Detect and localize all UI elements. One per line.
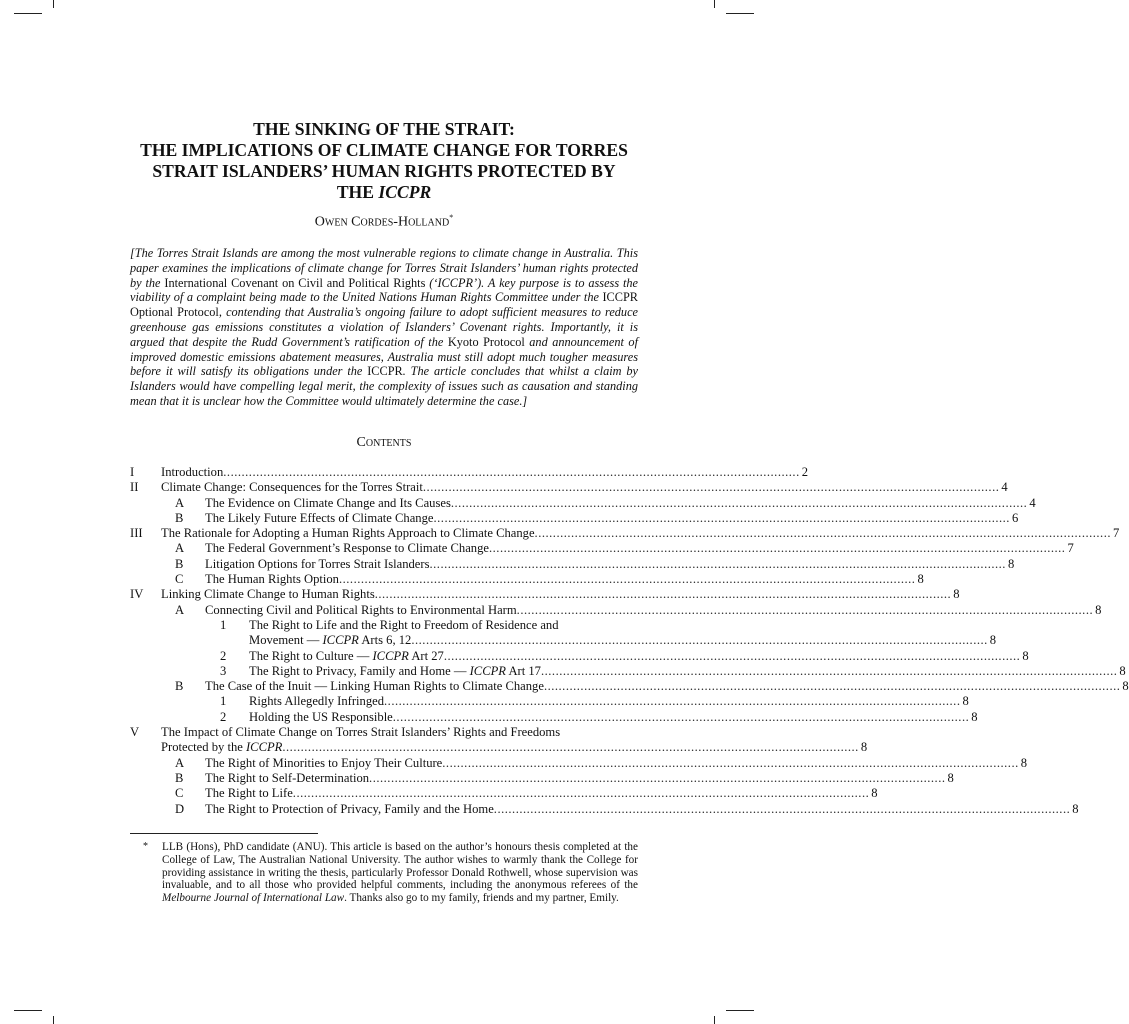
toc-entry[interactable] (130, 556, 1015, 572)
toc-entry-number: II (130, 480, 139, 495)
toc-leader-dots: .............................................................................................................................................................. (493, 801, 1071, 816)
crop-mark (714, 0, 715, 8)
toc-entry-title (249, 664, 541, 679)
toc-leader-dots: .............................................................................................................................................................. (338, 572, 916, 587)
toc-text: The Right to Culture — (249, 648, 373, 663)
toc-leader-dots: .............................................................................................................................................................. (429, 556, 1006, 571)
crop-mark (14, 1010, 42, 1011)
toc-italic: ICCPR (372, 648, 409, 663)
toc-entry-title: The Right to Life and the Right to Freedom of Residence and (249, 617, 559, 632)
toc-text: Arts 6, 12 (358, 633, 412, 648)
toc-entry-title: The Case of the Inuit — Linking Human Rights to Climate Change (205, 679, 544, 694)
toc-entry[interactable] (130, 495, 1036, 511)
toc-entry-page: 8 (1095, 602, 1102, 617)
contents-heading (0, 434, 768, 451)
toc-entry-title: The Human Rights Option (205, 572, 339, 587)
toc-entry[interactable] (130, 510, 1019, 526)
toc-entry-page: 8 (1007, 556, 1015, 571)
crop-mark (53, 0, 54, 8)
toc-entry-page: 2 (801, 465, 809, 479)
toc-entry-number: B (175, 679, 184, 694)
toc-entry-title: The Rationale for Adopting a Human Rights Approach to Climate Change (161, 526, 535, 541)
toc-leader-dots: .............................................................................................................................................................. (433, 510, 1010, 525)
toc-entry-page: 8 (947, 770, 954, 785)
toc-leader-dots: .............................................................................................................................................................. (543, 679, 1121, 694)
footnote-mark: * (143, 841, 148, 852)
crop-mark (53, 1016, 54, 1024)
title-italic: ICCPR (378, 182, 432, 202)
abstract-text: . The article concludes that whilst a claim by Islanders would have compelling legal merit, the complexity of issues such as causation and standing mean that it is unclear how the Committee would ultimately determine the case.] (130, 364, 638, 408)
toc-entry[interactable] (130, 786, 878, 801)
abstract-text: International Covenant on Civil and Political Rights (164, 275, 426, 290)
toc-entry[interactable] (130, 679, 1129, 694)
toc-entry-number: 3 (220, 663, 227, 678)
toc-entry-number: 2 (220, 648, 227, 663)
toc-entry[interactable] (130, 770, 954, 786)
crop-mark (14, 13, 42, 14)
toc-entry-title: The Right to Protection of Privacy, Family and the Home (205, 801, 494, 816)
article-title (0, 119, 768, 203)
toc-entry-continued[interactable] (130, 740, 868, 755)
toc-leader-dots: .............................................................................................................................................................. (540, 663, 1118, 678)
toc-entry-number: A (175, 495, 185, 510)
toc-leader-dots: .............................................................................................................................................................. (282, 740, 859, 755)
title-line: THE SINKING OF THE STRAIT: (253, 119, 515, 139)
toc-entry-page: 8 (1122, 679, 1129, 694)
toc-entry-title: The Evidence on Climate Change and Its Causes (205, 495, 451, 510)
toc-entry-number: IV (130, 587, 144, 602)
toc-entry[interactable] (130, 526, 1120, 541)
toc-leader-dots: .............................................................................................................................................................. (384, 694, 961, 709)
toc-entry[interactable] (130, 755, 1028, 771)
toc-entry[interactable] (130, 709, 978, 725)
abstract-text: and announcement of improved domestic emissions abatement measures, Australia must still adopt much tougher measures before it will satisfy its obligations under the (130, 334, 638, 379)
toc-entry[interactable] (130, 587, 960, 602)
toc-entry-title (161, 740, 282, 755)
toc-entry-number: A (175, 602, 185, 617)
contents-heading-text: Contents (356, 435, 412, 450)
toc-entry-title: Climate Change: Consequences for the Torres Strait (161, 480, 423, 495)
toc-italic: ICCPR (322, 633, 359, 648)
title-line: STRAIT ISLANDERS’ HUMAN RIGHTS PROTECTED BY (152, 161, 616, 181)
toc-entry[interactable] (130, 801, 1079, 817)
toc-entry-number: I (130, 465, 135, 479)
toc-entry-title: The Likely Future Effects of Climate Change (205, 510, 434, 525)
toc-text: Art 17 (505, 663, 541, 678)
abstract-text: Kyoto Protocol (447, 334, 525, 349)
toc-entry-page: 8 (1022, 648, 1029, 663)
crop-mark (726, 1010, 754, 1011)
toc-entry-number: C (175, 572, 184, 587)
toc-entry-title: Linking Climate Change to Human Rights (161, 587, 375, 602)
footnote-rule (130, 833, 318, 834)
toc-entry-page: 4 (1001, 480, 1008, 495)
toc-entry-page: 8 (1119, 663, 1126, 678)
author-name: Owen Cordes-Holland (314, 214, 450, 230)
toc-entry-number: A (175, 755, 185, 770)
toc-text: Art 27 (408, 648, 444, 663)
toc-entry-title: The Impact of Climate Change on Torres Strait Islanders’ Rights and Freedoms (161, 725, 561, 740)
toc-leader-dots: .............................................................................................................................................................. (443, 648, 1021, 663)
toc-entry-title: The Right to Self-Determination (205, 770, 370, 785)
footnote-italic: Melbourne Journal of International Law (162, 892, 345, 905)
abstract-text: ICCPR (367, 364, 403, 379)
toc-entry-page: 8 (962, 694, 969, 709)
footnote-text (162, 841, 638, 905)
abstract-text: (‘ICCPR’). A key purpose is to assess the viability of a complaint being made to the United Nations Human Rights Committee under the (130, 275, 639, 305)
toc-text: Protected by the (161, 740, 246, 755)
toc-entry-title: The Federal Government’s Response to Climate Change (205, 541, 489, 556)
toc-leader-dots: .............................................................................................................................................................. (411, 633, 988, 648)
toc-leader-dots: .............................................................................................................................................................. (422, 480, 1000, 495)
toc-entry[interactable] (130, 602, 1102, 618)
footnote-text-part: LLB (Hons), PhD candidate (ANU). This article is based on the author’s honours thesis completed at the College of Law, The Australian National University. The author wishes to warmly thank the College for providing assistance in writing the thesis, particularly Professor Donald Rothwell, whose supervision was invaluable, and to all those who provided helpful comments, including the anonymous referees of the (162, 841, 638, 892)
toc-italic: ICCPR (245, 740, 283, 755)
toc-entry-title: Rights Allegedly Infringed (249, 694, 385, 709)
crop-mark (714, 1016, 715, 1024)
toc-entry[interactable] (130, 618, 640, 633)
toc-entry-title: Holding the US Responsible (249, 709, 393, 724)
toc-entry[interactable] (130, 694, 969, 709)
toc-entry-page: 8 (1020, 755, 1028, 770)
toc-entry[interactable] (130, 480, 1008, 495)
toc-entry-page: 8 (917, 572, 924, 587)
toc-entry-title (249, 649, 444, 664)
abstract-text: [The Torres Strait Islands are among the most vulnerable regions to climate change in Australia. This paper examines the implications of climate change for Torres Strait Islanders’ human rights protected by the (130, 246, 638, 290)
toc-leader-dots: .............................................................................................................................................................. (223, 465, 800, 479)
toc-leader-dots: .............................................................................................................................................................. (292, 786, 870, 801)
title-line: THE IMPLICATIONS OF CLIMATE CHANGE FOR TORRES (140, 140, 628, 160)
author-line (0, 213, 768, 230)
toc-leader-dots: .............................................................................................................................................................. (534, 526, 1111, 541)
toc-entry-title: The Right of Minorities to Enjoy Their Culture (205, 755, 443, 770)
toc-text: Movement — (249, 633, 323, 648)
footnote-text-part: . Thanks also go to my family, friends and my partner, Emily. (344, 892, 619, 905)
abstract-text: ICCPR Optional Protocol (130, 290, 638, 320)
toc-entry-number: 2 (220, 709, 227, 724)
toc-entry-title: Litigation Options for Torres Strait Islanders (205, 556, 430, 571)
abstract (130, 246, 638, 409)
toc-entry-continued[interactable] (130, 633, 997, 648)
toc-entry-number: III (130, 526, 143, 541)
toc-text: The Right to Privacy, Family and Home — (249, 663, 470, 678)
toc-entry-number: C (175, 786, 184, 801)
toc-entry-number: B (175, 510, 184, 525)
toc-entry[interactable] (130, 541, 1074, 556)
toc-entry-page: 7 (1067, 541, 1074, 556)
toc-leader-dots: .............................................................................................................................................................. (392, 709, 970, 724)
toc-entry[interactable] (130, 465, 809, 480)
toc-entry-page: 4 (1029, 495, 1036, 510)
toc-entry-number: B (175, 556, 184, 571)
toc-entry-title (249, 633, 411, 648)
toc-entry-page: 8 (860, 740, 868, 755)
toc-entry[interactable] (130, 572, 924, 587)
toc-entry-number: V (130, 725, 140, 740)
toc-entry-number: 1 (220, 617, 227, 632)
toc-entry[interactable] (130, 648, 1029, 664)
toc-entry-title: Connecting Civil and Political Rights to Environmental Harm (205, 602, 517, 617)
author-footnote-mark: * (449, 213, 454, 222)
toc-leader-dots: .............................................................................................................................................................. (489, 541, 1066, 556)
toc-entry-page: 7 (1113, 526, 1120, 541)
toc-entry[interactable] (130, 663, 1126, 679)
toc-entry-number: B (175, 770, 184, 785)
toc-entry-number: 1 (220, 694, 227, 709)
toc-entry-page: 8 (953, 587, 960, 602)
title-line (0, 182, 768, 203)
toc-leader-dots: .............................................................................................................................................................. (442, 755, 1019, 770)
toc-leader-dots: .............................................................................................................................................................. (369, 770, 946, 785)
toc-entry-page: 6 (1011, 510, 1019, 525)
toc-entry-number: A (175, 541, 185, 556)
crop-mark (726, 13, 754, 14)
toc-entry-number: D (175, 801, 185, 816)
toc-entry-title: The Right to Life (205, 786, 293, 801)
toc-leader-dots: .............................................................................................................................................................. (516, 602, 1094, 617)
toc-leader-dots: .............................................................................................................................................................. (450, 495, 1028, 510)
toc-entry[interactable] (130, 725, 640, 740)
toc-entry-page: 8 (1072, 801, 1079, 816)
table-of-contents (130, 465, 1129, 817)
toc-leader-dots: .............................................................................................................................................................. (374, 587, 952, 602)
toc-entry-title: Introduction (161, 465, 224, 479)
abstract-text: , contending that Australia’s ongoing failure to adopt sufficient measures to reduce greenhouse gas emissions constitutes a violation of Islanders’ Covenant rights. Importantly, it is argued that despite the Rudd Government’s ratification of the (130, 305, 638, 349)
toc-entry-page: 8 (871, 786, 878, 801)
toc-entry-page: 8 (971, 709, 978, 724)
toc-italic: ICCPR (469, 663, 506, 678)
title-prefix: THE (336, 182, 379, 202)
toc-entry-page: 8 (989, 633, 997, 648)
